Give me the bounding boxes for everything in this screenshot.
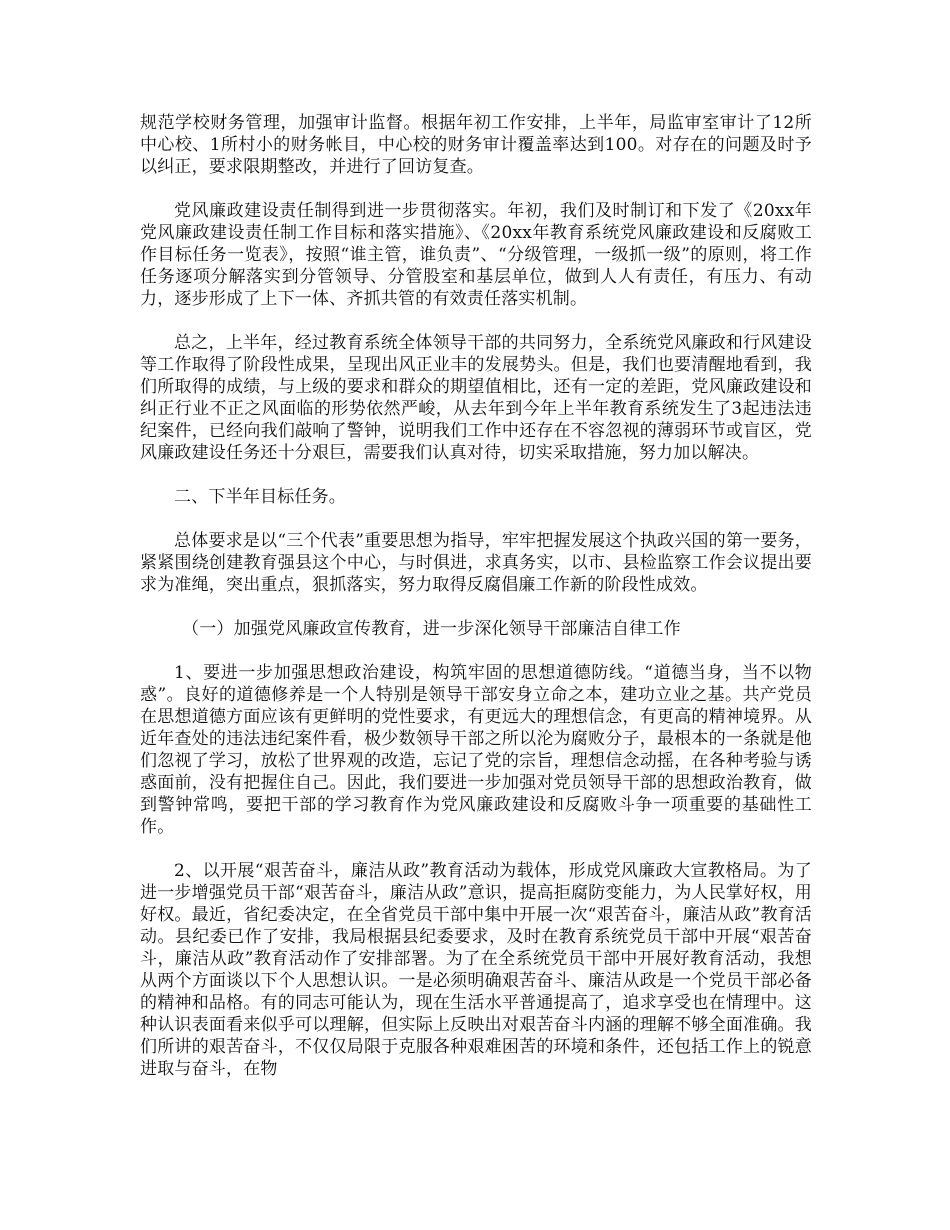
subsection-heading-education: （一）加强党风廉政宣传教育，进一步深化领导干部廉洁自律工作 (182, 619, 681, 639)
section-heading-second-half-goals: 二、下半年目标任务。 (174, 487, 346, 507)
paragraph-summary: 总之，上半年，经过教育系统全体领导干部的共同努力，全系统党风廉政和行风建设等工作取得了阶段性成果，呈现出风正业丰的发展势头。但是，我们也要清醒地看到，我们所取得的成绩，与上级的要求和群众的期望值相比，还有一定的差距，党风廉政建设和纠正行业不正之风面临的形势依然严峻，从去年到今年上半年教育系统发生了3起违法违纪案件，已经向我们敲响了警钟，说明我们工作中还存在不容忽视的薄弱环节或盲区，党风廉政建设任务还十分艰巨，需要我们认真对待，切实采取措施，努力加以解决。 (140, 333, 812, 463)
paragraph-responsibility-system: 党风廉政建设责任制得到进一步贯彻落实。年初，我们及时制订和下发了《20xx年党风廉政建设责任制工作目标和落实措施》、《20xx年教育系统党风廉政建设和反腐败工作目标任务一览表》，按照“谁主管，谁负责”、“分级管理，一级抓一级”的原则，将工作任务逐项分解落实到分管领导、分管股室和基层单位，做到人人有责任，有压力、有动力，逐步形成了上下一体、齐抓共管的有效责任落实机制。 (140, 201, 812, 309)
document-body (140, 112, 812, 1102)
paragraph-overall-requirements: 总体要求是以“三个代表”重要思想为指导，牢牢把握发展这个执政兴国的第一要务，紧紧围绕创建教育强县这个中心，与时俱进，求真务实，以市、县检监察工作会议提出要求为准绳，突出重点，狠抓落实，努力取得反腐倡廉工作新的阶段性成效。 (140, 531, 812, 595)
paragraph-finance-audit: 规范学校财务管理，加强审计监督。根据年初工作安排，上半年，局监审室审计了12所中心校、1所村小的财务帐目，中心校的财务审计覆盖率达到100。对存在的问题及时予以纠正，要求限期整改，并进行了回访复查。 (140, 113, 812, 177)
paragraph-item-2: 2、以开展“艰苦奋斗，廉洁从政”教育活动为载体，形成党风廉政大宣教格局。为了进一步增强党员干部“艰苦奋斗，廉洁从政”意识，提高拒腐防变能力，为人民掌好权，用好权。最近，省纪委决定，在全省党员干部中集中开展一次“艰苦奋斗，廉洁从政”教育活动。县纪委已作了安排，我局根据县纪委要求，及时在教育系统党员干部中开展“艰苦奋斗，廉洁从政”教育活动作了安排部署。为了在全系统党员干部中开展好教育活动，我想从两个方面谈以下个人思想认识。一是必须明确艰苦奋斗、廉洁从政是一个党员干部必备的精神和品格。有的同志可能认为，现在生活水平普通提高了，追求享受也在情理中。这种认识表面看来似乎可以理解，但实际上反映出对艰苦奋斗内涵的理解不够全面准确。我们所讲的艰苦奋斗，不仅仅局限于克服各种艰难困苦的环境和条件，还包括工作上的锐意进取与奋斗，在物 (140, 861, 812, 1079)
paragraph-item-1: 1、要进一步加强思想政治建设，构筑牢固的思想道德防线。“道德当身，当不以物惑”。良好的道德修养是一个人特别是领导干部安身立命之本，建功立业之基。共产党员在思想道德方面应该有更鲜明的党性要求，有更远大的理想信念，有更高的精神境界。从近年查处的违法违纪案件看，极少数领导干部之所以沦为腐败分子，最根本的一条就是他们忽视了学习，放松了世界观的改造，忘记了党的宗旨，理想信念动摇，在各种考验与诱惑面前，没有把握住自己。因此，我们要进一步加强对党员领导干部的思想政治教育，做到警钟常鸣，要把干部的学习教育作为党风廉政建设和反腐败斗争一项重要的基础性工作。 (140, 663, 812, 837)
